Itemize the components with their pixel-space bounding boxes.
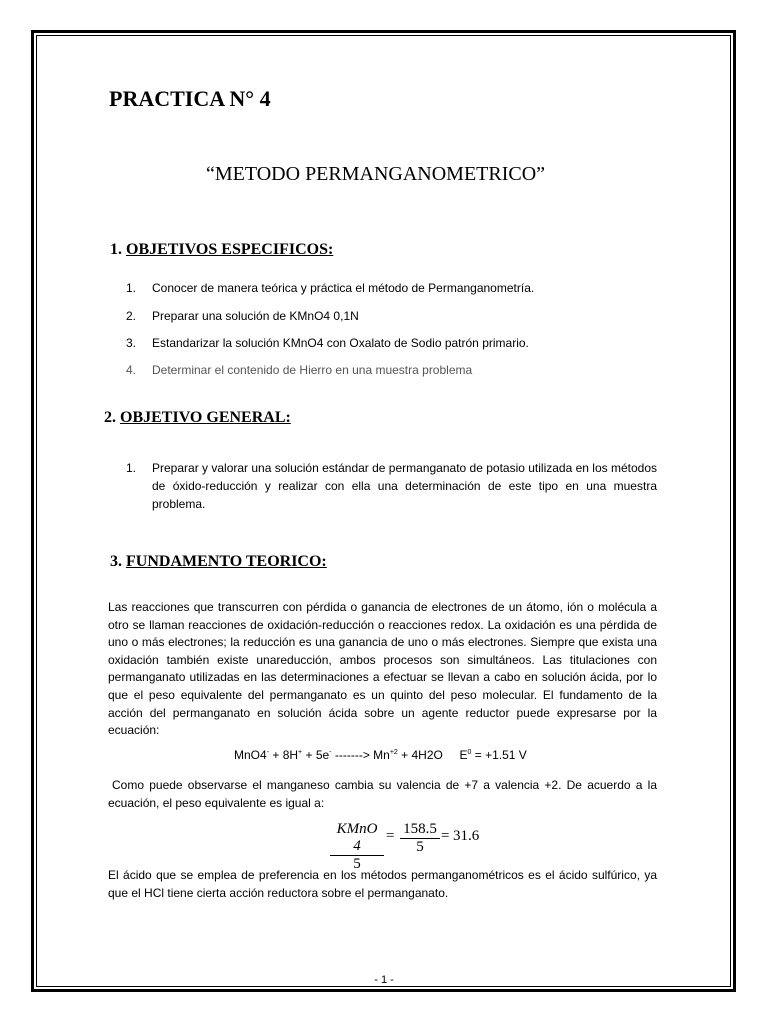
- section3-heading: [110, 553, 327, 571]
- theory-paragraph: Las reacciones que transcurren con pérdida o ganancia de electrones de un átomo, ión o molécula a otro se llaman reacciones de oxidación-reducción o reacciones redox. La oxidación es una pérdida de uno o más electrones; la reducción es una ganancia de uno o más electrones. Siempre que exista una oxidación también existe unareducción, ambos procesos son simultáneos. Las titulaciones con permanganato utilizadas en las determinaciones a efectuar se llevan a cabo en solución ácida, por lo que el peso equivalente del permanganato es un quinto del peso molecular. El fundamento de la acción del permanganato en solución ácida sobre un agente reductor puede expresarse por la ecuación:: [108, 600, 657, 738]
- redox-equation: [234, 748, 527, 762]
- page-subtitle: “METODO PERMANGANOMETRICO”: [206, 163, 546, 185]
- list-item-text: Determinar el contenido de Hierro en una muestra problema: [152, 363, 473, 377]
- section3-title: FUNDAMENTO TEORICO:: [126, 553, 327, 570]
- acid-paragraph: El ácido que se emplea de preferencia en los métodos permanganométricos es el ácido sulfúrico, ya que el HCl tiene cierta acción reductora sobre el permanganato.: [108, 868, 657, 900]
- eq-text: = +1.51 V: [471, 748, 527, 762]
- list-item-number: 4.: [126, 363, 137, 377]
- equals-sign: =: [386, 828, 395, 844]
- general-objective-text: Preparar y valorar una solución estándar de permanganato de potasio utilizada en los métodos de óxido-reducción y realizar con ella una determinación de este tipo en una muestra problema.: [152, 461, 657, 511]
- eq-text: -------> Mn: [331, 748, 390, 762]
- eq-sup: +2: [389, 749, 398, 756]
- page-number: - 1 -: [374, 974, 394, 986]
- eq-sup: 0: [467, 749, 472, 756]
- list-item-number: 1.: [126, 461, 137, 475]
- section1-heading: [110, 241, 333, 259]
- list-item-number: 2.: [126, 309, 137, 323]
- list-item-text: Estandarizar la solución KMnO4 con Oxalato de Sodio patrón primario.: [152, 336, 529, 350]
- eq-text: + 8H: [269, 748, 299, 762]
- fraction-denominator: 5: [416, 839, 424, 855]
- page-title: PRACTICA N° 4: [109, 86, 271, 111]
- eq-sup: -: [329, 749, 332, 756]
- section3-number: 3.: [110, 553, 122, 570]
- eq-sup: -: [266, 749, 270, 756]
- section2-title: OBJETIVO GENERAL:: [120, 409, 291, 426]
- equals-sign: =: [441, 828, 450, 844]
- fraction-denominator: 5: [353, 856, 361, 872]
- list-item-number: 3.: [126, 336, 137, 350]
- valence-paragraph: Como puede observarse el manganeso cambia su valencia de +7 a valencia +2. De acuerdo a la ecuación, el peso equivalente es igual a:: [108, 778, 657, 810]
- list-item-text: Conocer de manera teórica y práctica el método de Permanganometría.: [152, 281, 535, 295]
- fraction: [330, 821, 384, 873]
- eq-text: MnO4: [234, 748, 267, 762]
- section1-title: OBJETIVOS ESPECIFICOS:: [126, 241, 334, 258]
- formula-result: 31.6: [453, 828, 480, 844]
- eq-sup: +: [298, 749, 303, 756]
- section1-number: 1.: [110, 241, 122, 258]
- eq-text: + 5e: [302, 748, 330, 762]
- fraction: [400, 821, 440, 856]
- list-item-number: 1.: [126, 281, 137, 295]
- section2-number: 2.: [104, 409, 116, 426]
- eq-text: + 4H2O E: [397, 748, 468, 762]
- fraction-numerator: KMnO 4: [330, 821, 384, 856]
- list-item-text: Preparar una solución de KMnO4 0,1N: [152, 309, 359, 323]
- fraction-numerator: 158.5: [400, 821, 440, 839]
- section2-heading: [104, 409, 291, 427]
